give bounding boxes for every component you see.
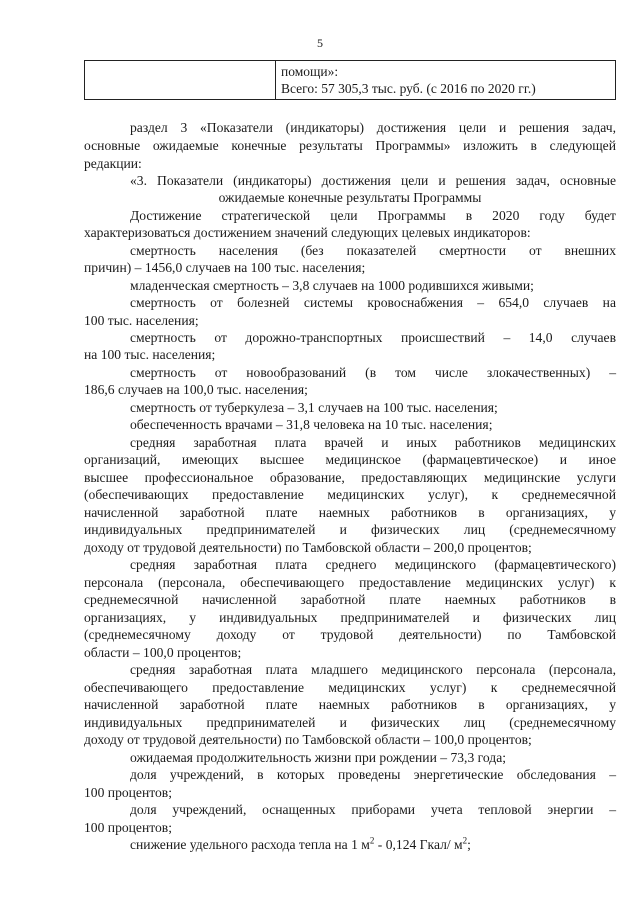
text-line: (среднемесячному доходу от трудовой деятельности) по Тамбовской [84,627,616,642]
text-fragment: - 0,124 Гкал/ м [374,837,463,852]
text-line: средняя заработная плата младшего медицинского персонала (персонала, [130,662,616,677]
page-number: 5 [317,36,323,50]
text-fragment: ; [467,837,471,852]
text-line: основные ожидаемые конечные результаты Программы» изложить в следующей [84,138,616,153]
text-line: 186,6 случаев на 100,0 тыс. населения; [84,382,308,397]
text-line: обеспеченность врачами – 31,8 человека на 10 тыс. населения; [130,417,493,432]
text-line: доходу от трудовой деятельности) по Тамбовской области – 100,0 процентов; [84,732,532,747]
text-line: смертность населения (без показателей смертности от внешних [130,243,616,258]
table-cell-total: Всего: 57 305,3 тыс. руб. (с 2016 по 2020 гг.) [281,81,536,96]
text-line: доходу от трудовой деятельности) по Тамбовской области – 200,0 процентов; [84,540,532,555]
text-line: смертность от дорожно-транспортных происшествий – 14,0 случаев [130,330,616,345]
text-line: организациях, у индивидуальных предпринимателей и физических лиц [84,610,616,625]
text-line: 100 процентов; [84,820,172,835]
text-line: причин) – 1456,0 случаев на 100 тыс. населения; [84,260,366,275]
superscript: 2 [369,835,375,846]
text-line [130,837,471,853]
text-fragment: снижение удельного расхода тепла на 1 м [130,837,370,852]
text-line: смертность от болезней системы кровоснабжения – 654,0 случаев на [130,295,616,310]
text-line: раздел 3 «Показатели (индикаторы) достижения цели и решения задач, [130,120,616,135]
text-line: персонала (персонала, обеспечивающего предоставление медицинских услуг) к [84,575,616,590]
text-line: младенческая смертность – 3,8 случаев на 1000 родившихся живыми; [130,278,534,293]
text-line: смертность от туберкулеза – 3,1 случаев на 100 тыс. населения; [130,400,498,415]
text-line: на 100 тыс. населения; [84,347,216,362]
text-line: среднемесячной начисленной заработной плате наемных работников в [84,592,616,607]
text-line: доля учреждений, в которых проведены энергетические обследования – [130,767,616,782]
text-line: 100 тыс. населения; [84,313,199,328]
section-heading-line: «3. Показатели (индикаторы) достижения цели и решения задач, основные [130,173,616,188]
text-line: средняя заработная плата среднего медицинского (фармацевтического) [130,557,616,572]
text-line: индивидуальных предпринимателей и физических лиц (среднемесячному [84,522,616,537]
superscript: 2 [462,835,468,846]
table-cell-funding [281,63,611,97]
text-line: доля учреждений, оснащенных приборами учета тепловой энергии – [130,802,616,817]
text-line: начисленной заработной плате наемных работников в организациях, у [84,697,616,712]
text-line: обеспечивающего предоставление медицинских услуг) к среднемесячной [84,680,616,695]
table-column-divider [275,61,276,99]
text-line: высшее профессиональное образование, предоставляющих медицинские услуги [84,470,616,485]
text-line: Достижение стратегической цели Программы в 2020 году будет [130,208,616,223]
text-line: индивидуальных предпринимателей и физических лиц (среднемесячному [84,715,616,730]
text-line: области – 100,0 процентов; [84,645,242,660]
text-line: характеризоваться достижением значений следующих целевых индикаторов: [84,225,531,240]
text-line: (обеспечивающих предоставление медицинских услуг), к среднемесячной [84,487,616,502]
text-line: смертность от новообразований (в том числе злокачественных) – [130,365,616,380]
section-heading-line: ожидаемые конечные результаты Программы [218,190,482,205]
text-line: начисленной заработной плате наемных работников в организациях, у [84,505,616,520]
text-line: редакции: [84,156,142,171]
text-line: средняя заработная плата врачей и иных работников медицинских [130,435,616,450]
text-line: ожидаемая продолжительность жизни при рождении – 73,3 года; [130,750,507,765]
program-funding-table [84,60,616,100]
text-line: 100 процентов; [84,785,172,800]
table-cell-line: помощи»: [281,64,339,79]
text-line: организаций, имеющих высшее медицинское (фармацевтическое) и иное [84,452,616,467]
